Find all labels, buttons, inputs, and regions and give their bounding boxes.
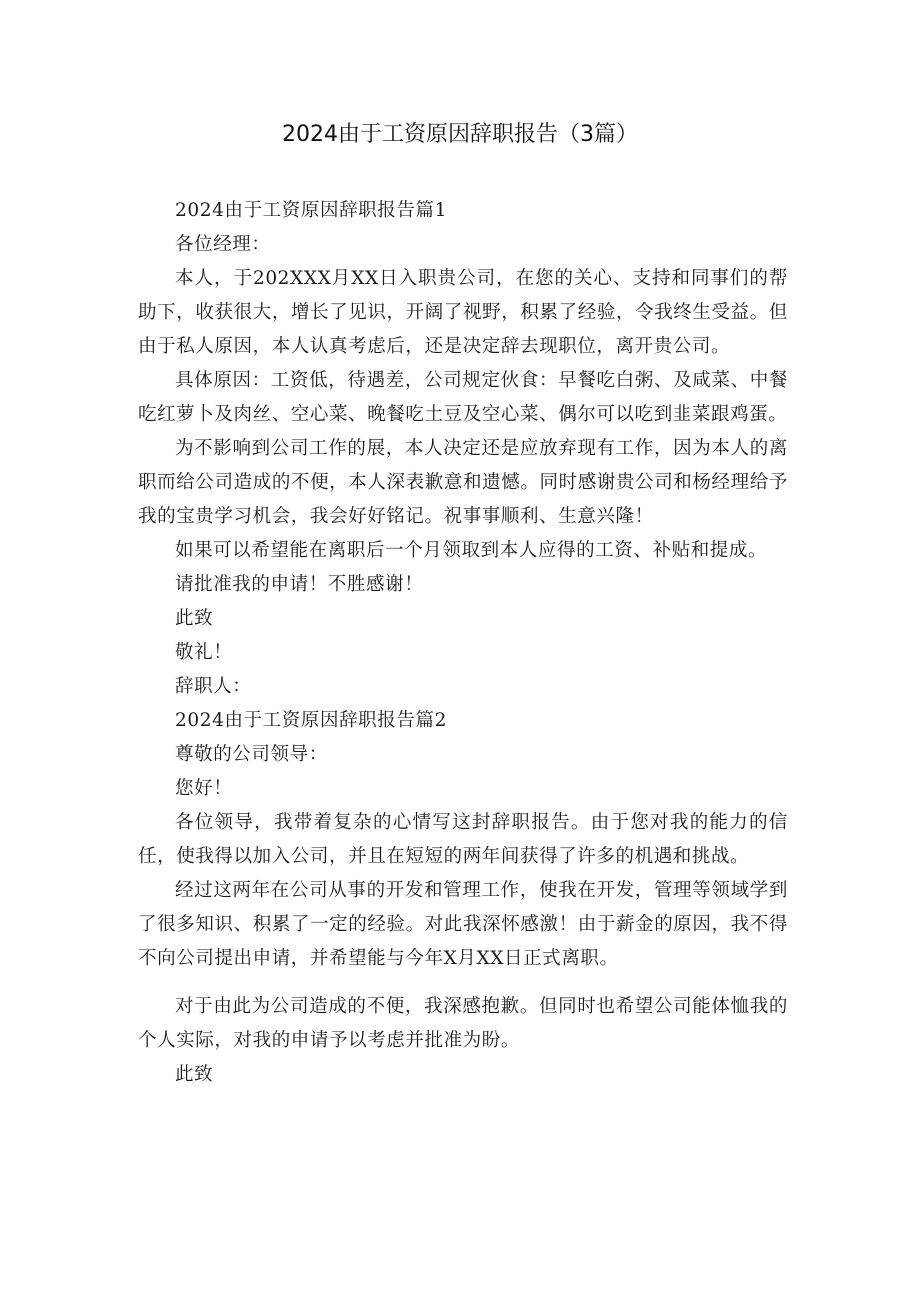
greeting-line: 您好！ [175, 778, 233, 799]
closing-line: 敬礼！ [175, 642, 233, 663]
body-paragraph: 本人，于202XXX月XX日入职贵公司，在您的关心、支持和同事们的帮助下，收获很大，增长了见识，开阔了视野，积累了经验，令我终生受益。但由于私人原因，本人认真考虑后，还是决定辞去现职位，离开贵公司。 [138, 268, 788, 357]
body-paragraph: 各位领导，我带着复杂的心情写这封辞职报告。由于您对我的能力的信任，使我得以加入公司，并且在短短的两年间获得了许多的机遇和挑战。 [138, 812, 788, 867]
section-heading-2: 2024由于工资原因辞职报告篇2 [175, 710, 447, 731]
body-paragraph: 为不影响到公司工作的展，本人决定还是应放弃现有工作，因为本人的离职而给公司造成的不便，本人深表歉意和遗憾。同时感谢贵公司和杨经理给予我的宝贵学习机会，我会好好铭记。祝事事顺利、生意兴隆！ [138, 438, 788, 527]
document-title: 2024由于工资原因辞职报告（3篇） [282, 122, 638, 147]
body-paragraph: 请批准我的申请！不胜感谢！ [175, 574, 424, 595]
closing-line: 此致 [175, 608, 214, 629]
section-heading-1: 2024由于工资原因辞职报告篇1 [175, 200, 447, 221]
salutation-2: 尊敬的公司领导： [175, 744, 328, 765]
salutation-1: 各位经理： [175, 234, 271, 255]
body-paragraph: 对于由此为公司造成的不便，我深感抱歉。但同时也希望公司能体恤我的个人实际，对我的申请予以考虑并批准为盼。 [138, 996, 788, 1051]
body-paragraph: 经过这两年在公司从事的开发和管理工作，使我在开发，管理等领域学到了很多知识、积累了一定的经验。对此我深怀感激！由于薪金的原因，我不得不向公司提出申请，并希望能与今年X月XX日正式离职。 [138, 880, 788, 969]
closing-line: 此致 [175, 1064, 214, 1085]
signature-line: 辞职人： [175, 676, 252, 697]
document-body [138, 194, 788, 1092]
body-paragraph: 如果可以希望能在离职后一个月领取到本人应得的工资、补贴和提成。 [175, 540, 768, 561]
body-paragraph: 具体原因：工资低，待遇差，公司规定伙食：早餐吃白粥、及咸菜、中餐吃红萝卜及肉丝、空心菜、晚餐吃土豆及空心菜、偶尔可以吃到韭菜跟鸡蛋。 [138, 370, 788, 425]
